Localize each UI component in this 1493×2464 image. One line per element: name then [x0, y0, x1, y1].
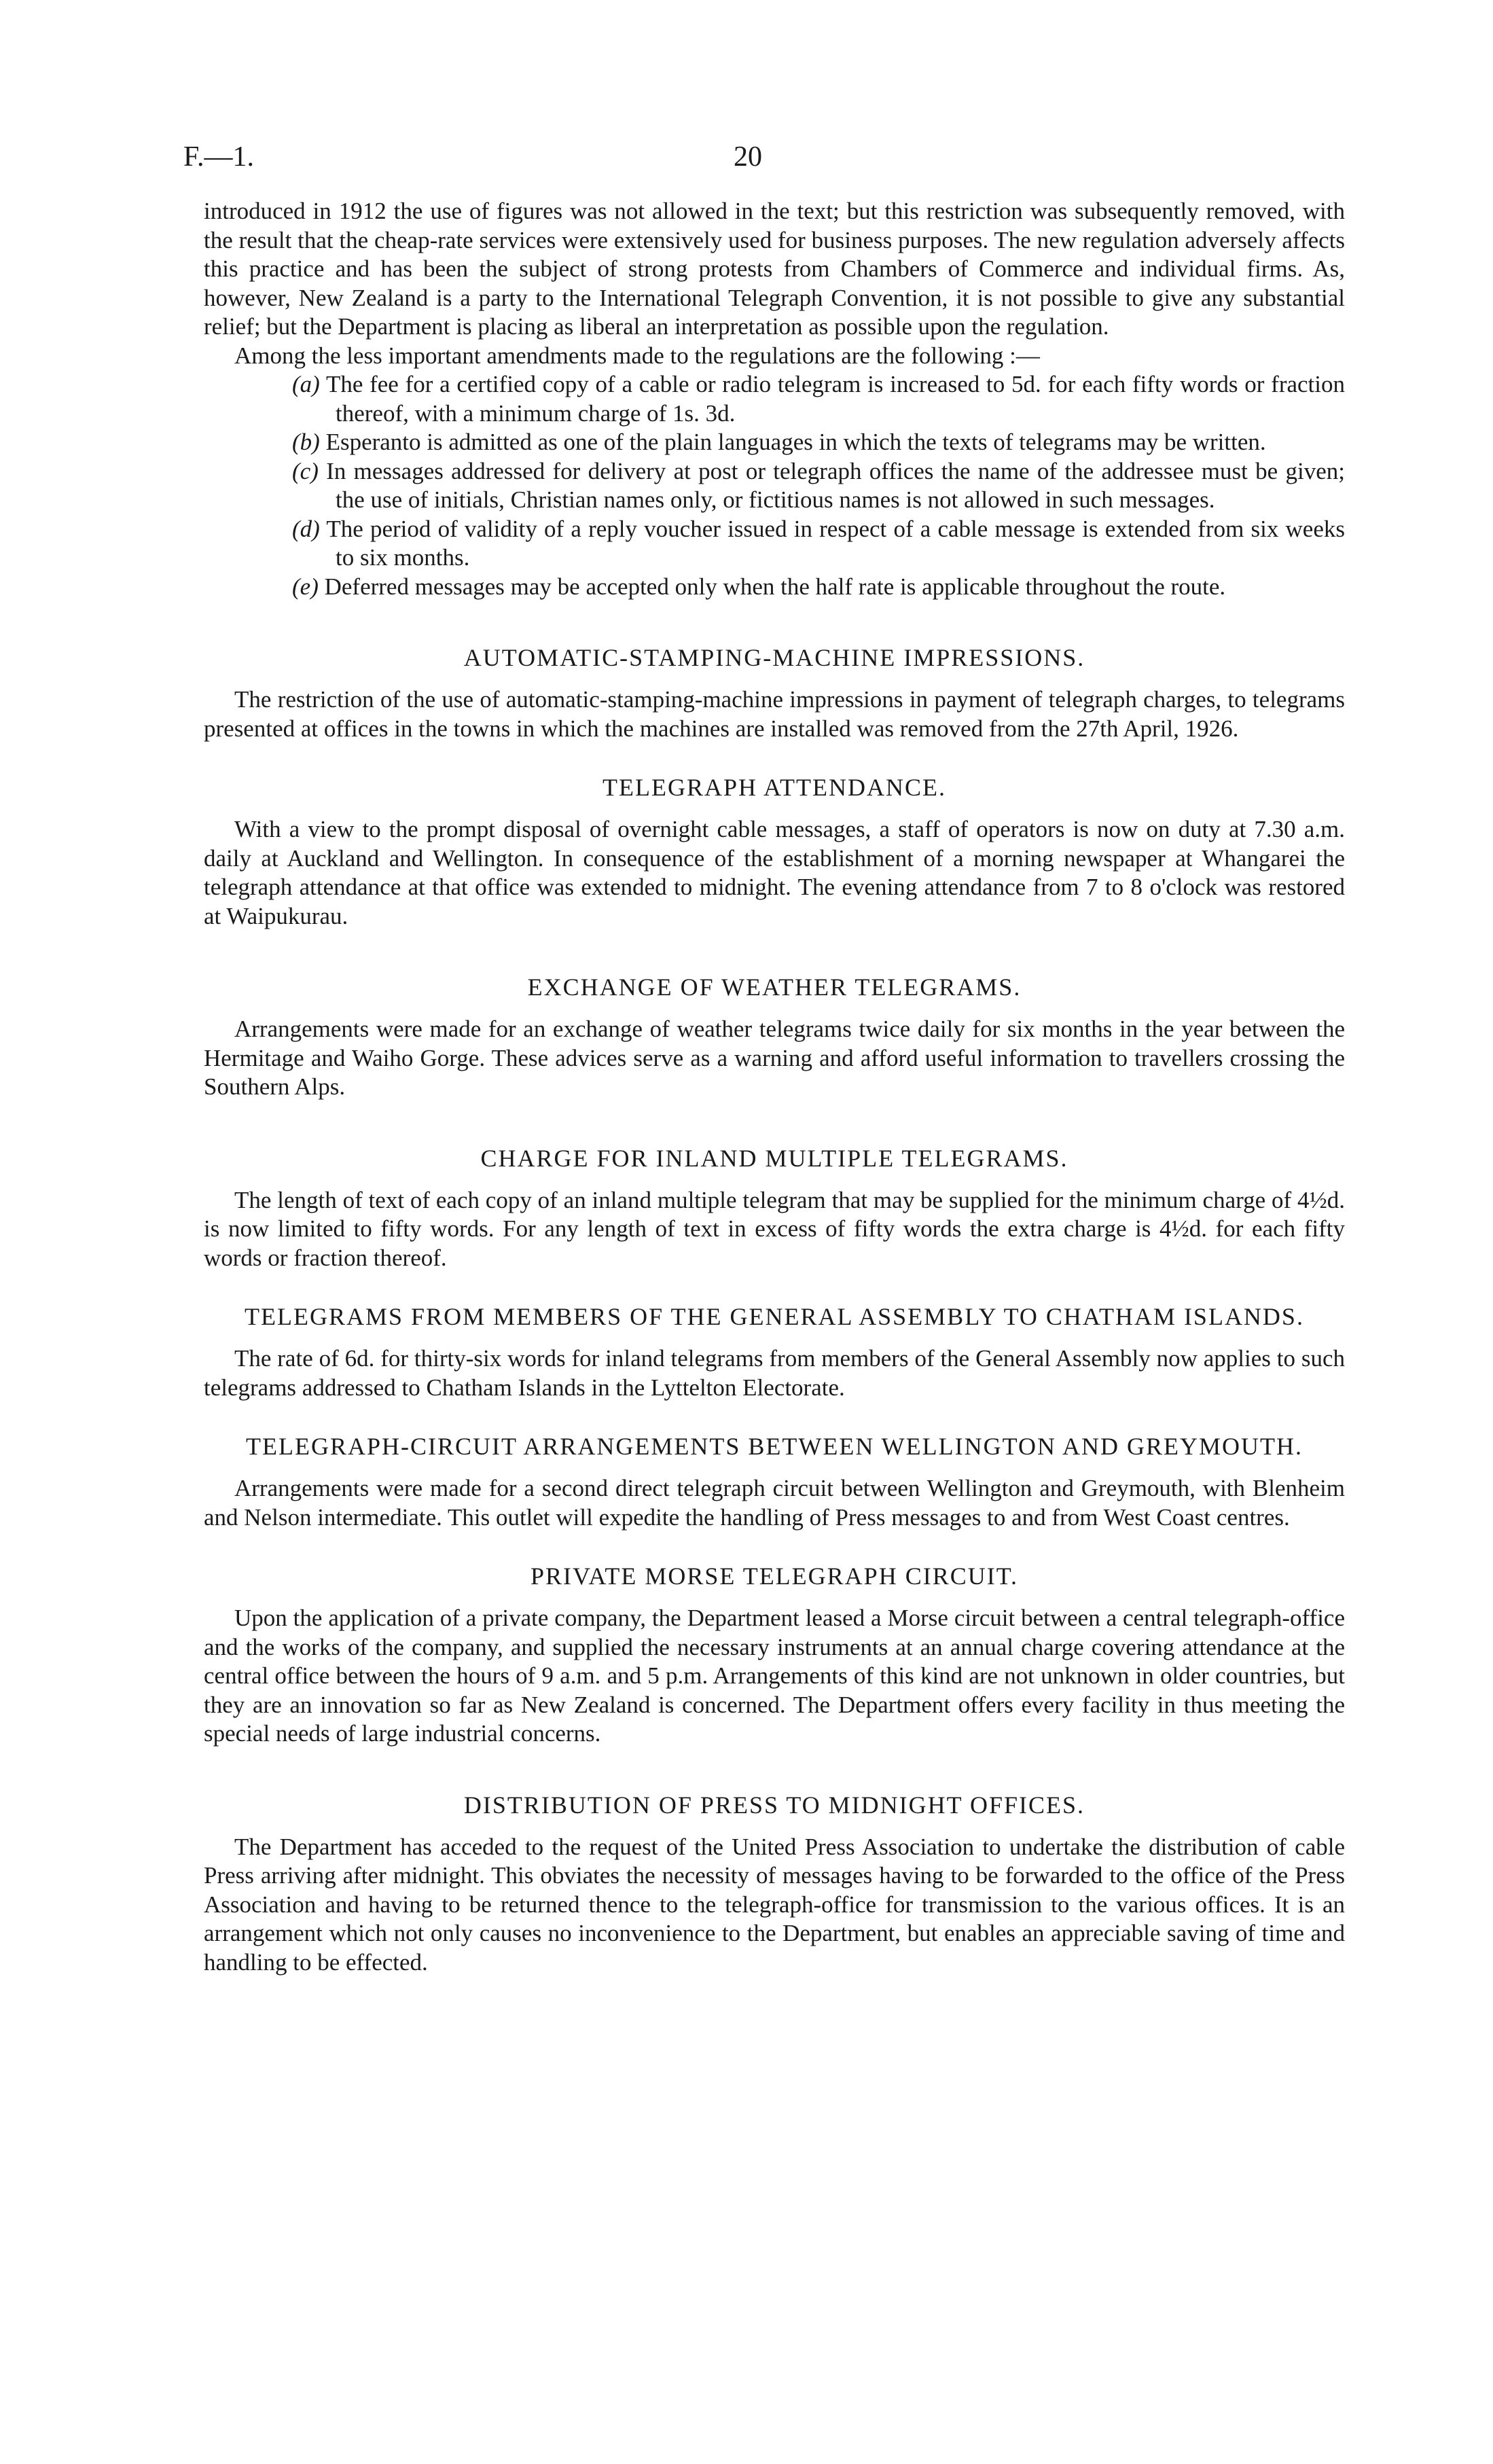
- section-heading: AUTOMATIC-STAMPING-MACHINE IMPRESSIONS.: [463, 644, 1085, 671]
- section-body: Arrangements were made for a second direct telegraph circuit between Wellington and Greymouth, with Blenheim and Nelson intermediate. This outlet will expedite the handling of Press messages to and from West Coast centres.: [204, 1475, 1345, 1531]
- document-page: [183, 141, 1346, 1977]
- list-item: [292, 573, 1345, 602]
- section-body: The length of text of each copy of an inland multiple telegram that may be supplied for the minimum charge of 4½d. is now limited to fifty words. For any length of text in excess of fifty words the extra charge is 4½d. for each fifty words or fraction thereof.: [204, 1186, 1345, 1271]
- item-text: The period of validity of a reply voucher issued in respect of a cable message is extended from six weeks to six months.: [326, 515, 1345, 571]
- page-number: 20: [734, 141, 762, 173]
- amendments-list: [204, 370, 1345, 601]
- item-text: The fee for a certified copy of a cable or radio telegram is increased to 5d. for each fifty words or fraction thereof, with a minimum charge of 1s. 3d.: [325, 371, 1345, 427]
- section-body: The restriction of the use of automatic-stamping-machine impressions in payment of telegraph charges, to telegrams presented at offices in the towns in which the machines are installed was removed from the 27th April, 1926.: [204, 686, 1345, 742]
- list-item: [292, 457, 1345, 515]
- item-text: Deferred messages may be accepted only when the half rate is applicable throughout the route.: [324, 573, 1226, 600]
- section-body: The rate of 6d. for thirty-six words for inland telegrams from members of the General Assembly now applies to such telegrams addressed to Chatham Islands in the Lyttelton Electorate.: [204, 1345, 1345, 1401]
- item-mark: (d): [292, 515, 320, 542]
- section-heading: DISTRIBUTION OF PRESS TO MIDNIGHT OFFICES.: [463, 1791, 1085, 1819]
- section-heading: TELEGRAPH-CIRCUIT ARRANGEMENTS BETWEEN WELLINGTON AND GREYMOUTH.: [246, 1433, 1303, 1460]
- section-body: Upon the application of a private company, the Department leased a Morse circuit between a central telegraph-office and the works of the company, and supplied the necessary instruments at an annual charge covering attendance at the central office between the hours of 9 a.m. and 5 p.m. Arrangements of this kind are not unknown in older countries, but they are an innovation so far as New Zealand is concerned. The Department offers every facility in thus meeting the special needs of large industrial concerns.: [204, 1605, 1345, 1747]
- item-mark: (a): [292, 371, 320, 397]
- item-text: Esperanto is admitted as one of the plain languages in which the texts of telegrams may be written.: [325, 429, 1266, 455]
- section-heading: TELEGRAMS FROM MEMBERS OF THE GENERAL ASSEMBLY TO CHATHAM ISLANDS.: [245, 1303, 1304, 1330]
- item-mark: (e): [292, 573, 319, 600]
- section-body: The Department has acceded to the request of the United Press Association to undertake the distribution of cable Press arriving after midnight. This obviates the necessity of messages having to be forwarded to the office of the Press Association and having to be returned thence to the telegraph-office for transmission to the various offices. It is an arrangement which not only causes no inconvenience to the Department, but enables an appreciable saving of time and handling to be effected.: [204, 1833, 1345, 1976]
- item-mark: (b): [292, 429, 320, 455]
- list-item: [292, 428, 1345, 457]
- list-item: [292, 370, 1345, 428]
- list-item: [292, 515, 1345, 573]
- item-text: In messages addressed for delivery at post or telegraph offices the name of the addressee must be given; the use of initials, Christian names only, or fictitious names is not allowed in such messages.: [326, 457, 1346, 513]
- section-heading: PRIVATE MORSE TELEGRAPH CIRCUIT.: [530, 1563, 1019, 1590]
- section-heading: CHARGE FOR INLAND MULTIPLE TELEGRAMS.: [480, 1144, 1068, 1172]
- item-mark: (c): [292, 457, 319, 484]
- amendments-lead: Among the less important amendments made to the regulations are the following :—: [234, 342, 1040, 369]
- section-heading: EXCHANGE OF WEATHER TELEGRAMS.: [527, 974, 1022, 1001]
- section-body: Arrangements were made for an exchange of weather telegrams twice daily for six months in the year between the Hermitage and Waiho Gorge. These advices serve as a warning and afford useful information to travellers crossing the Southern Alps.: [204, 1016, 1345, 1100]
- intro-paragraph: introduced in 1912 the use of figures was not allowed in the text; but this restriction was subsequently removed, with the result that the cheap-rate services were extensively used for business purposes. The new regulation adversely affects this practice and has been the subject of strong protests from Chambers of Commerce and individual firms. As, however, New Zealand is a party to the International Telegraph Convention, it is not possible to give any substantial relief; but the Department is placing as liberal an interpretation as possible upon the regulation.: [204, 198, 1345, 340]
- section-body: With a view to the prompt disposal of overnight cable messages, a staff of operators is now on duty at 7.30 a.m. daily at Auckland and Wellington. In consequence of the establishment of a morning newspaper at Whangarei the telegraph attendance at that office was extended to midnight. The evening attendance from 7 to 8 o'clock was restored at Waipukurau.: [204, 816, 1345, 929]
- page-header: [183, 141, 1345, 197]
- page-code: F.—1.: [183, 141, 254, 173]
- section-heading: TELEGRAPH ATTENDANCE.: [602, 774, 946, 801]
